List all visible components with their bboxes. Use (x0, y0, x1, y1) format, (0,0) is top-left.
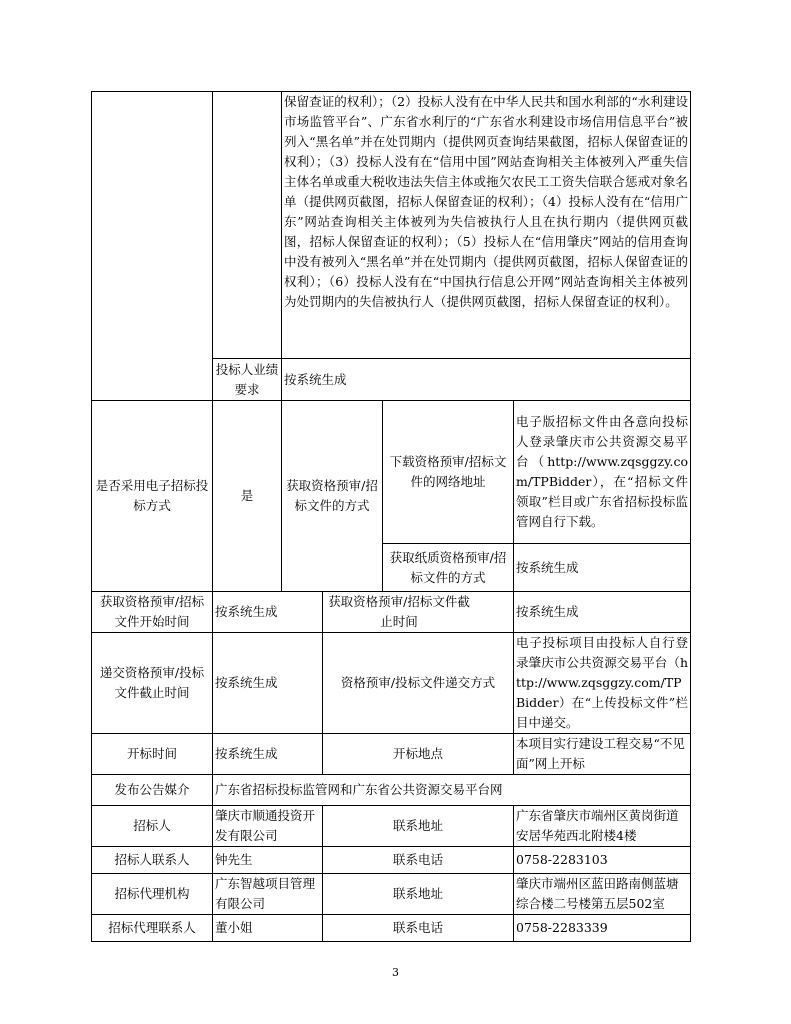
table-row (92, 92, 691, 359)
table-row (92, 806, 691, 847)
open-time-label: 开标时间 (92, 734, 213, 775)
table-row (92, 734, 691, 775)
tenderer-phone-value: 0758-2283103 (514, 847, 691, 874)
tenderer-label: 招标人 (92, 806, 213, 847)
performance-label: 投标人业绩要求 (213, 359, 282, 401)
table-row (92, 874, 691, 915)
paper-method-value: 按系统生成 (514, 544, 691, 592)
tenderer-address-label: 联系地址 (323, 806, 514, 847)
bid-info-table (91, 91, 691, 942)
agency-contact-label: 招标代理联系人 (92, 915, 213, 942)
start-time-value: 按系统生成 (213, 592, 323, 633)
end-time-value: 按系统生成 (514, 592, 691, 633)
agency-address-label: 联系地址 (323, 874, 514, 915)
submit-deadline-value: 按系统生成 (213, 633, 323, 734)
agency-contact-value: 董小姐 (213, 915, 323, 942)
submit-method-label: 资格预审/投标文件递交方式 (323, 633, 514, 734)
tenderer-address-value: 广东省肇庆市端州区黄岗街道安居华苑西北附楼4楼 (514, 806, 691, 847)
page-number: 3 (392, 966, 399, 979)
download-address-value: 电子版招标文件由各意向投标人登录肇庆市公共资源交易平台（http://www.zqsggzy.com/TPBidder），在“招标文件领取”栏目或广东省招标投标监管网自行下载。 (514, 401, 691, 544)
empty-cell (213, 92, 282, 359)
open-place-value: 本项目实行建设工程交易“不见面”网上开标 (514, 734, 691, 775)
agency-phone-value: 0758-2283339 (514, 915, 691, 942)
table-row (92, 775, 691, 806)
media-label: 发布公告媒介 (92, 775, 213, 806)
table-row (92, 915, 691, 942)
table-row (92, 847, 691, 874)
tenderer-phone-label: 联系电话 (323, 847, 514, 874)
submit-deadline-label: 递交资格预审/投标文件截止时间 (92, 633, 213, 734)
submit-method-value: 电子投标项目由投标人自行登录肇庆市公共资源交易平台（http://www.zqsggzy.com/TPBidder）在“上传投标文件”栏目中递交。 (514, 633, 691, 734)
start-time-label: 获取资格预审/招标文件开始时间 (92, 592, 213, 633)
media-value: 广东省招标投标监管网和广东省公共资源交易平台网 (213, 775, 691, 806)
table-row (92, 633, 691, 734)
agency-label: 招标代理机构 (92, 874, 213, 915)
table-row (92, 401, 691, 544)
tenderer-contact-value: 钟先生 (213, 847, 323, 874)
performance-value: 按系统生成 (282, 359, 691, 401)
open-time-value: 按系统生成 (213, 734, 323, 775)
paper-method-label: 获取纸质资格预审/招标文件的方式 (383, 544, 514, 592)
open-place-label: 开标地点 (323, 734, 514, 775)
end-time-label: 获取资格预审/招标文件截止时间 (323, 592, 514, 633)
table-row (92, 592, 691, 633)
obtain-method-label: 获取资格预审/招标文件的方式 (282, 401, 383, 592)
qualification-text: 保留查证的权利）；（2）投标人没有在中华人民共和国水利部的“水利建设市场监管平台”、广东省水利厅的“广东省水利建设市场信用信息平台”被列入“黑名单”并在处罚期内（提供网页查询结果截图，招标人保留查证的权利）；（3）投标人没有在“信用中国”网站查询相关主体被列入严重失信主体名单或重大税收违法失信主体或拖欠农民工工资失信联合惩戒对象名单（提供网页截图，招标人保留查证的权利）；（4）投标人没有在“信用广东”网站查询相关主体被列为失信被执行人且在执行期内（提供网页截图，招标人保留查证的权利）；（5）投标人在“信用肇庆”网站的信用查询中没有被列入“黑名单”并在处罚期内（提供网页截图，招标人保留查证的权利）；（6）投标人没有在“中国执行信息公开网”网站查询相关主体被列为处罚期内的失信被执行人（提供网页截图，招标人保留查证的权利）。 (282, 92, 691, 359)
agency-address-value: 肇庆市端州区蓝田路南侧蓝塘综合楼二号楼第五层502室 (514, 874, 691, 915)
e-bid-value: 是 (213, 401, 282, 592)
tenderer-contact-label: 招标人联系人 (92, 847, 213, 874)
agency-phone-label: 联系电话 (323, 915, 514, 942)
download-address-label: 下载资格预审/招标文件的网络地址 (383, 401, 514, 544)
agency-value: 广东智越项目管理有限公司 (213, 874, 323, 915)
tenderer-value: 肇庆市顺通投资开发有限公司 (213, 806, 323, 847)
e-bid-label: 是否采用电子招标投标方式 (92, 401, 213, 592)
empty-cell (92, 92, 213, 401)
